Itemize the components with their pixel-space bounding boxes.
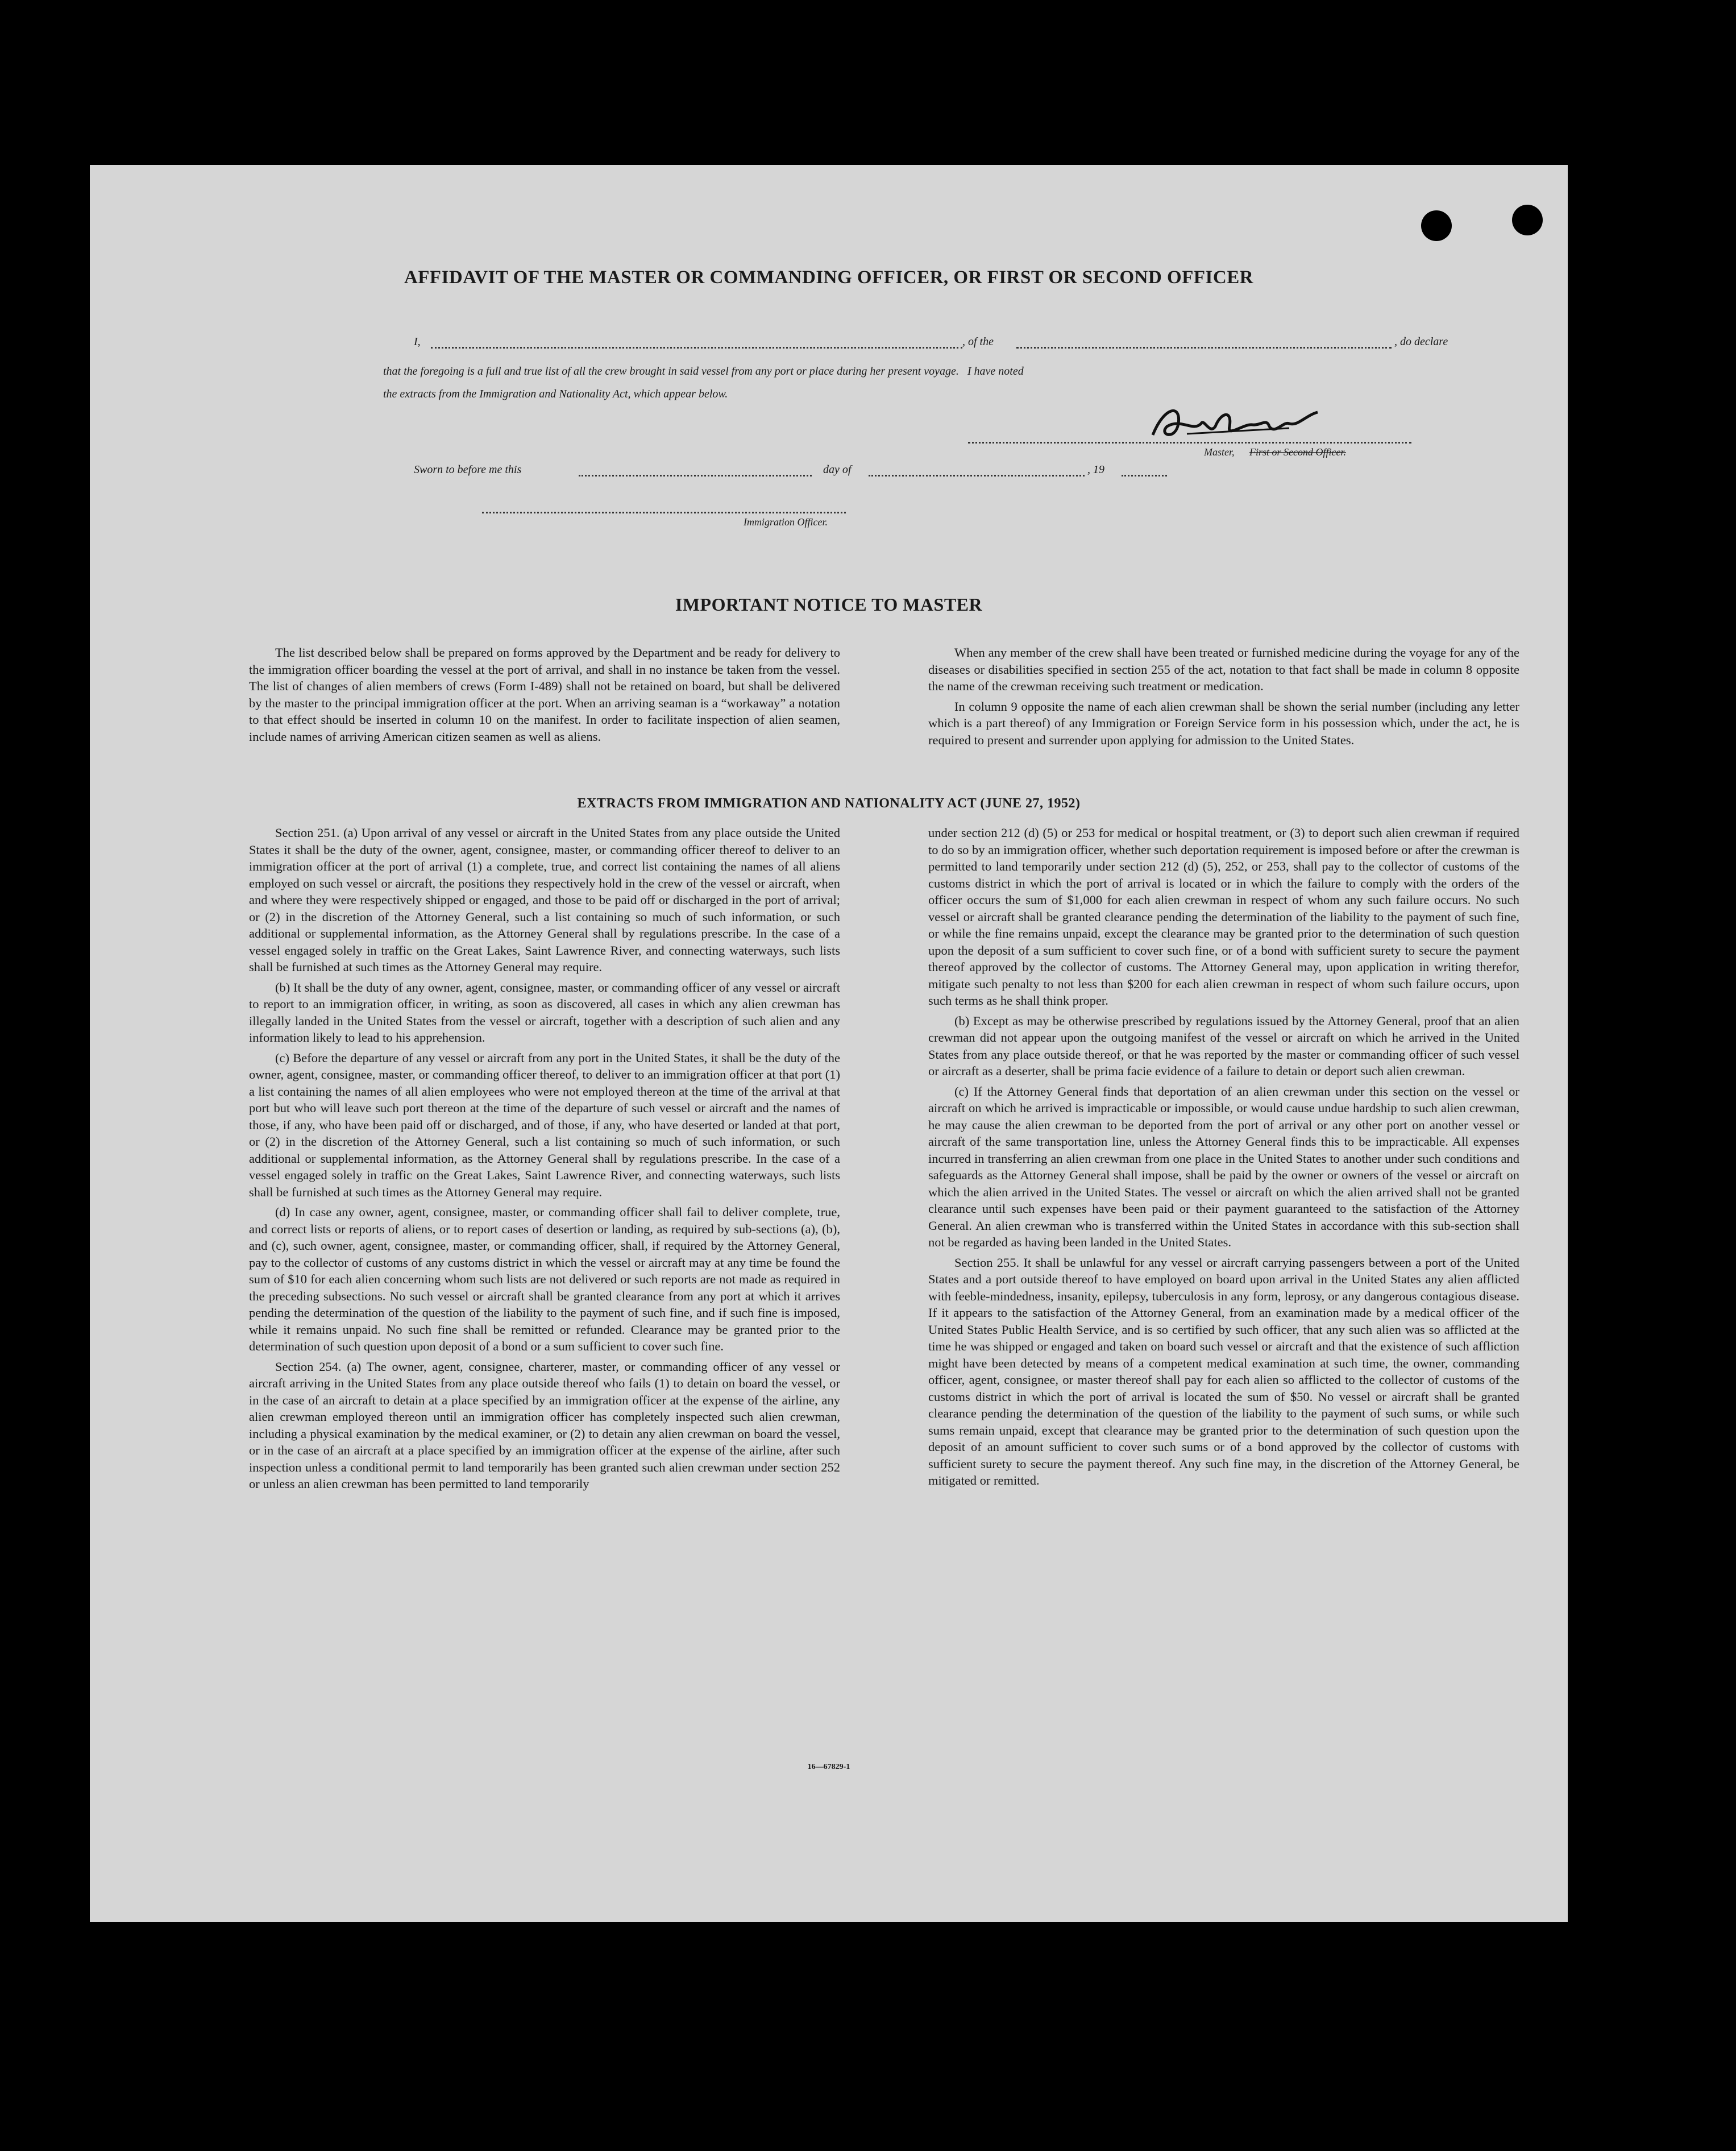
handwritten-signature	[1147, 401, 1323, 446]
punch-hole	[1637, 392, 1668, 423]
section-255: Section 255. It shall be unlawful for any vessel or aircraft carrying passengers between a port of the United States and a port outside thereof to have employed on board upon arrival in the United States any alien afflicted with feeble-mindedness, insanity, epilepsy, tuberculosis in any form, leprosy, or any dangerous contagious disease. If it appears to the satisfaction of the Attorney General, from an examination made by a medical officer of the United States Public Health Service, and is so certified by such officer, that any such alien was so afflicted at the time he was shipped or engaged and taken on board such vessel or aircraft and that the existence of such affliction might have been detected by means of a competent medical examination at such time, the owner, commanding officer, agent, consignee, or master thereof shall pay for each alien so afflicted to the collector of customs of the customs district in which the port of arrival is located the sum of $50. No vessel or aircraft shall be granted clearance pending the determination of the question of the liability to the payment of such sums, or while such sums remain unpaid, except that clearance may be granted prior to the determination of such question upon the deposit of an amount sufficient to cover such sums or of a bond approved by the collector of customs with sufficient surety to secure the payment thereof. Any such fine may, in the discretion of the Attorney General, be mitigated or remitted.	[928, 1255, 1519, 1487]
immigration-officer-label: Immigration Officer.	[744, 516, 828, 528]
form-page	[90, 165, 1568, 1922]
declaration-line-2: the extracts from the Immigration and Nationality Act, which appear below.	[383, 388, 728, 400]
notice-right-paragraph-2: In column 9 opposite the name of each alien crewman shall be shown the serial number (including any letter which is a part thereof) of any Immigration or Foreign Service form in his possession which, under the act, he is required to present and surrender upon applying for admission to the United States.	[928, 699, 1519, 747]
name-field[interactable]	[431, 347, 962, 349]
affidavit-title: AFFIDAVIT OF THE MASTER OR COMMANDING OFFICER, OR FIRST OR SECOND OFFICER	[404, 267, 1254, 288]
do-declare-label: , do declare	[1394, 335, 1448, 348]
extracts-right-column	[928, 824, 1519, 1493]
sworn-month-field[interactable]	[869, 475, 1085, 476]
notice-title: IMPORTANT NOTICE TO MASTER	[675, 594, 983, 615]
punch-hole	[1637, 208, 1668, 238]
year-label: , 19	[1087, 463, 1104, 476]
section-251-b: (b) It shall be the duty of any owner, agent, consignee, master, or commanding officer of any vessel or aircraft to report to an immigration officer, in writing, as soon as discovered, all cases in which any alien crewman has illegally landed in the United States from the vessel or aircraft, together with a description of such alien and any information likely to lead to his apprehension.	[249, 980, 840, 1045]
section-254-b: (b) Except as may be otherwise prescribed by regulations issued by the Attorney General, proof that an alien crewman did not appear upon the outgoing manifest of the vessel or aircraft on which he arrived in the United States from any place outside thereof, or that he was reported by the master or commanding officer of such vessel or aircraft as a deserter, shall be prima facie evidence of a failure to detain or deport such alien crewman.	[928, 1013, 1519, 1078]
sworn-day-field[interactable]	[579, 475, 812, 476]
officer-signature-line[interactable]	[482, 512, 846, 513]
extracts-left-column	[249, 824, 840, 1496]
punch-hole	[1637, 301, 1668, 332]
section-251-d: (d) In case any owner, agent, consignee, master, or commanding officer shall fail to deliver complete, true, and correct lists or reports of aliens, or to report cases of desertion or landing, as required by sub-sections (a), (b), and (c), such owner, agent, consignee, master, or commanding officer, shall, if required by the Attorney General, pay to the collector of customs of any customs district in which the vessel or aircraft may at any time be found the sum of $10 for each alien concerning whom such lists are not delivered or such reports are not made as required in the preceding subsections. No such vessel or aircraft shall be granted clearance from any port at which it arrives pending the determination of the question of the liability to the payment of such fine, and if such fine is imposed, while it remains unpaid. No such fine shall be remitted or refunded. Clearance may be granted prior to the determination of such question upon deposit of a bond or a sum sufficient to cover such fine.	[249, 1205, 840, 1353]
punch-hole	[1512, 205, 1543, 235]
punch-hole	[1637, 1382, 1668, 1412]
declaration-line-1: that the foregoing is a full and true list of all the crew brought in said vessel from any port or place during her present voyage. I have noted	[383, 365, 1024, 378]
vessel-field[interactable]	[1016, 347, 1392, 349]
section-254-c: (c) If the Attorney General finds that deportation of an alien crewman under this section on the vessel or aircraft on which he arrived is impracticable or impossible, or would cause undue hardship to such alien crewman, he may cause the alien crewman to be deported from the port of arrival or any other port on another vessel or aircraft of the same transportation line, unless the Attorney General finds this to be impracticable. All expenses incurred in transferring an alien crewman from one place in the United States to another under such conditions and safeguards as the Attorney General shall impose, shall be paid by the owner or owners of the vessel or aircraft on which the alien arrived in the United States. The vessel or aircraft on which the alien arrived shall not be granted clearance until such expenses have been paid or their payment guaranteed to the satisfaction of the Attorney General. An alien crewman who is transferred within the United States in accordance with this sub-section shall not be regarded as having been landed in the United States.	[928, 1084, 1519, 1249]
of-the-label: , of the	[962, 335, 994, 348]
master-label: Master,	[1204, 446, 1235, 458]
notice-right-paragraph-1: When any member of the crew shall have been treated or furnished medicine during the voyage for any of the diseases or disabilities specified in section 255 of the act, notation to that fact shall be made in column 8 opposite the name of the crewman receiving such treatment or medication.	[928, 645, 1519, 693]
sworn-label: Sworn to before me this	[414, 463, 522, 476]
i-label: I,	[414, 335, 421, 348]
day-of-label: day of	[823, 463, 852, 476]
section-251-c: (c) Before the departure of any vessel or aircraft from any port in the United States, it shall be the duty of the owner, agent, consignee, master, or commanding officer thereof, to deliver to an immigration officer at that port (1) a list containing the names of all alien employees who were not employed thereon at the time of the arrival at that port but who will leave such port thereon at the time of the departure of such vessel or aircraft and the names of those, if any, who have been paid off or discharged, and of those, if any, who have deserted or landed at that port, or (2) in the discretion of the Attorney General, such a list containing so much of such information, or such additional or supplemental information, as the Attorney General shall by regulations prescribe. In the case of a vessel engaged solely in traffic on the Great Lakes, Saint Lawrence River, and connecting waterways, such lists shall be furnished at such times as the Attorney General may require.	[249, 1050, 840, 1199]
punch-hole	[1637, 770, 1668, 801]
section-254-a: Section 254. (a) The owner, agent, consignee, charterer, master, or commanding officer of any vessel or aircraft arriving in the United States from any place outside thereof who fails (1) to detain on board the vessel, or in the case of an aircraft to detain at a place specified by an immigration officer at the expense of the airline, any alien crewman employed thereon until an immigration officer has completely inspected such alien crewman, including a physical examination by the medical examiner, or (2) to detain any alien crewman on board the vessel, or in the case of an aircraft at a place specified by an immigration officer at the expense of the airline, after such inspection unless a conditional permit to land temporarily has been granted such alien crewman under section 252 or unless an alien crewman has been permitted to land temporarily	[249, 1359, 840, 1491]
signature-line[interactable]	[968, 442, 1411, 444]
punch-hole	[1637, 1672, 1668, 1702]
struck-officer-label: First or Second Officer.	[1249, 446, 1346, 458]
notice-right-column	[928, 644, 1519, 752]
section-251-a: Section 251. (a) Upon arrival of any vessel or aircraft in the United States from any place outside the United States it shall be the duty of the owner, agent, consignee, master, or commanding officer thereof to deliver to an immigration officer at the port of arrival (1) a complete, true, and correct list containing the names of all aliens employed on such vessel or aircraft, the positions they respectively hold in the crew of the vessel or aircraft, when and where they were respectively shipped or engaged, and those to be paid off or discharged in the port of arrival; or (2) in the discretion of the Attorney General, such a list containing so much of such information, or such additional or supplemental information, as the Attorney General shall by regulations prescribe. In the case of a vessel engaged solely in traffic on the Great Lakes, Saint Lawrence River, and connecting waterways, such lists shall be furnished at such times as the Attorney General may require.	[249, 826, 840, 974]
section-254-a-continued: under section 212 (d) (5) or 253 for medical or hospital treatment, or (3) to deport such alien crewman if required to do so by an immigration officer, whether such deportation requirement is imposed before or after the crewman is permitted to land temporarily under section 212 (d) (5), 252, or 253, shall pay to the collector of customs of the customs district in which the port of arrival is located or in which the failure to comply with the orders of the officer occurs the sum of $1,000 for each alien crewman in respect of whom any such failure occurs. No such vessel or aircraft shall be granted clearance pending the determination of the liability to the payment of such fine, or while the fine remains unpaid, except the clearance may be granted prior to the determination of such question upon the deposit of a sum sufficient to cover such fine, or of a bond with sufficient surety to secure the payment thereof approved by the collector of customs. The Attorney General may, upon application in writing therefor, mitigate such penalty to not less than $200 for each alien crewman in respect of whom such failure occurs, upon such terms as he shall think proper.	[928, 826, 1519, 1008]
notice-left-column	[249, 644, 840, 748]
notice-left-paragraph: The list described below shall be prepared on forms approved by the Department and be ready for delivery to the immigration officer boarding the vessel at the port of arrival, and shall in no instance be taken from the vessel. The list of changes of alien members of crews (Form I-489) shall not be retained on board, but shall be delivered by the master to the principal immigration officer at the port. When an arriving seaman is a “workaway” a notation to that effect should be inserted in column 10 on the manifest. In order to facilitate inspection of alien seamen, include names of arriving American citizen seamen as well as aliens.	[249, 645, 840, 744]
punch-hole	[1637, 1291, 1668, 1321]
form-number: 16—67829-1	[807, 1763, 850, 1771]
sworn-year-field[interactable]	[1122, 475, 1167, 476]
extracts-title: EXTRACTS FROM IMMIGRATION AND NATIONALITY ACT (JUNE 27, 1952)	[577, 796, 1081, 811]
punch-hole	[1421, 210, 1452, 241]
